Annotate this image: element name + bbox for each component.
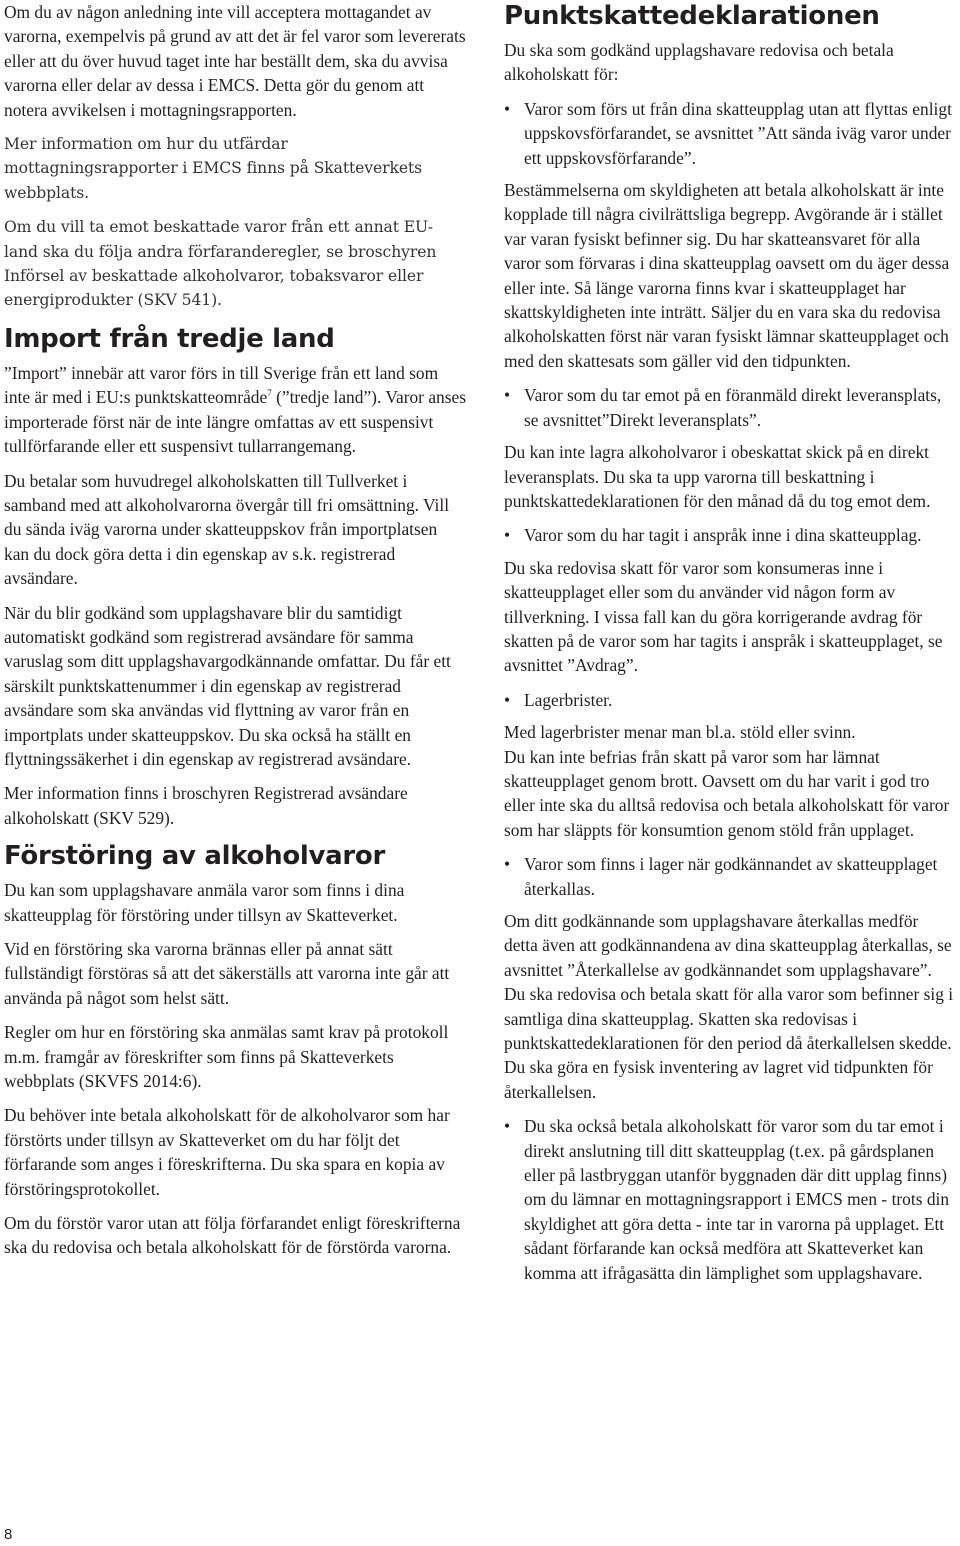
right-column [504, 0, 954, 1293]
paragraph-forstor-utan-forfarande: Om du förstör varor utan att följa förfarandet enligt föreskrifterna ska du redovisa och betala alkoholskatt för de förstörda varorna. [4, 1213, 461, 1258]
bullet-list-6 [504, 1114, 954, 1285]
paragraph-bestammelserna: Bestämmelserna om skyldigheten att betala alkoholskatt är inte kopplade till några civilrättsliga begrepp. Avgörande är i stället var varan fysiskt befinner sig. Du har skatteansvaret för alla varor som förvaras i dina skatteupplag oavsett om du äger dessa eller inte. Så länge varorna finns kvar i skatteupplaget har skattskyldigheten inte inträtt. Säljer du en vara ska du redovisa alkoholskatten först när varan fysiskt lämnar skatteupplaget och med den skattesats som gäller vid den tidpunkten. [504, 180, 950, 371]
list-item: • Varor som du tar emot på en föranmäld direkt leveransplats, se avsnittet”Direkt leveransplats”. [504, 383, 954, 432]
heading-punktskattedeklarationen: Punktskattedeklarationen [504, 1, 880, 31]
bullet-list-1 [504, 97, 954, 170]
list-item: • Varor som du har tagit i anspråk inne i dina skatteupplag. [504, 523, 954, 547]
paragraph-aterkallas: Om ditt godkännande som upplagshavare återkallas medför detta även att godkännandena av dina skatteupplag återkallas, se avsnittet ”Återkallelse av godkännandet som upplagshavare”. Du ska redovisa och betala skatt för alla varor som befinner sig i samtliga dina skatteupplag. Skatten ska redovisas i punktskattedeklarationen för den period då återkallelsen skedde. Du ska göra en fysisk inventering av lagret vid tidpunkten för återkallelsen. [504, 911, 954, 1102]
paragraph-avvisa: Om du av någon anledning inte vill acceptera mottagandet av varorna, exempelvis på grund av att det är fel varor som levererats eller att du över huvud taget inte har beställt dem, ska du avvisa varorna eller delar av dessa i EMCS. Detta gör du genom att notera avvikelsen i mottagningsrapporten. [4, 2, 466, 120]
import-definition-text-cont: (”tredje land”). Varor anses importerade först när de inte längre omfattas av ett suspensivt tullförfarande eller ett suspensivt tullarrangemang. [4, 387, 466, 457]
paragraph-beskattade-varor: Om du vill ta emot beskattade varor från ett annat EU-land ska du följa andra förfaranderegler, se broschyren Införsel av beskattade alkoholvaror, tobaksvaror eller energiprodukter (SKV 541). [4, 218, 437, 310]
paragraph-tullverket: Du betalar som huvudregel alkoholskatten till Tullverket i samband med att alkoholvarorna övergår till fri omsättning. Vill du sända iväg varorna under skatteuppskov från importplatsen kan du dock göra detta i din egenskap av s.k. registrerad avsändare. [4, 470, 450, 589]
paragraph-redovisa-intro: Du ska som godkänd upplagshavare redovisa och betala alkoholskatt för: [504, 40, 894, 85]
paragraph-brott: Du kan inte befrias från skatt på varor som har lämnat skatteupplaget genom brott. Oavsett om du har varit i god tro eller inte ska du alltså redovisa och betala alkoholskatt för varor som har släppts för konsumtion genom stöld från upplaget. [504, 746, 950, 840]
heading-import: Import från tredje land [4, 323, 335, 354]
list-item: • Lagerbrister. [504, 688, 954, 712]
paragraph-brannas: Vid en förstöring ska varorna brännas eller på annat sätt fullständigt förstöras så att det säkerställs att varorna inte går att använda på något som helst sätt. [4, 939, 450, 1008]
left-column [4, 0, 466, 1270]
paragraph-mer-information-skv529: Mer information finns i broschyren Registrerad avsändare alkoholskatt (SKV 529). [4, 783, 408, 828]
list-item: • Du ska också betala alkoholskatt för varor som du tar emot i direkt anslutning till ditt skatteupplag (t.ex. på gårdsplanen eller på lastbryggan utanför byggnaden där ditt upplag finns) om du lämnar en mottagningsrapport i EMCS men - trots din skyldighet att göra detta - inte tar in varorna på upplaget. Ett sådant förfarande kan också medföra att Skatteverket kan komma att ifrågasätta din lämplighet som upplagshavare. [504, 1114, 954, 1285]
import-definition-text: ”Import” innebär att varor förs in till Sverige från ett land som inte är med i EU:s punktskatteområde [4, 362, 439, 408]
paragraph-import-definition [4, 361, 466, 459]
paragraph-anmala-forstoring: Du kan som upplagshavare anmäla varor som finns i dina skatteupplag för förstöring under tillsyn av Skatteverket. [4, 880, 405, 925]
bullet-list-3 [504, 523, 954, 547]
list-item: • Varor som finns i lager när godkännandet av skatteupplaget återkallas. [504, 852, 954, 901]
page-number: 8 [4, 1526, 13, 1543]
heading-forstoring: Förstöring av alkoholvaror [4, 841, 386, 872]
bullet-list-2 [504, 383, 954, 432]
paragraph-konsumeras: Du ska redovisa skatt för varor som konsumeras inne i skatteupplaget eller som du använder vid någon form av tillverkning. I vissa fall kan du göra korrigerande avdrag för skatten på de varor som har tagits i anspråk i skatteupplaget, se avsnittet ”Avdrag”. [504, 557, 943, 676]
paragraph-mer-information-emcs: Mer information om hur du utfärdar mottagningsrapporter i EMCS finns på Skatteverkets webbplats. [4, 135, 423, 202]
bullet-list-5 [504, 852, 954, 901]
paragraph-regler: Regler om hur en förstöring ska anmälas samt krav på protokoll m.m. framgår av föreskrifter som finns på Skatteverkets webbplats (SKVFS 2014:6). [4, 1022, 449, 1092]
footnote-marker: 7 [267, 388, 272, 399]
paragraph-ingen-alkoholskatt: Du behöver inte betala alkoholskatt för de alkoholvaror som har förstörts under tillsyn av Skatteverket om du har följt det förfarande som anges i föreskrifterna. Du ska spara en kopia av förstöringsprotokollet. [4, 1105, 450, 1199]
paragraph-lagerbrister-def: Med lagerbrister menar man bl.a. stöld eller svinn. [504, 722, 856, 743]
bullet-list-4 [504, 688, 954, 712]
paragraph-direkt-leveransplats: Du kan inte lagra alkoholvaror i obeskattat skick på en direkt leveransplats. Du ska ta upp varorna till beskattning i punktskattedeklarationen för den månad då du tog emot dem. [504, 442, 931, 511]
paragraph-registrerad-avsandare: När du blir godkänd som upplagshavare blir du samtidigt automatiskt godkänd som registrerad avsändare för samma varuslag som ditt upplagshavargodkännande omfattar. Du får ett särskilt punktskattenummer i din egenskap av registrerad avsändare som ska användas vid flyttning av varor från en importplats under skatteuppskov. Du ska också ha ställt en flyttningssäkerhet i din egenskap av registrerad avsändare. [4, 602, 451, 769]
list-item: • Varor som förs ut från dina skatteupplag utan att flyttas enligt uppskovsförfarandet, se avsnittet ”Att sända iväg varor under ett uppskovsförfarande”. [504, 97, 954, 170]
